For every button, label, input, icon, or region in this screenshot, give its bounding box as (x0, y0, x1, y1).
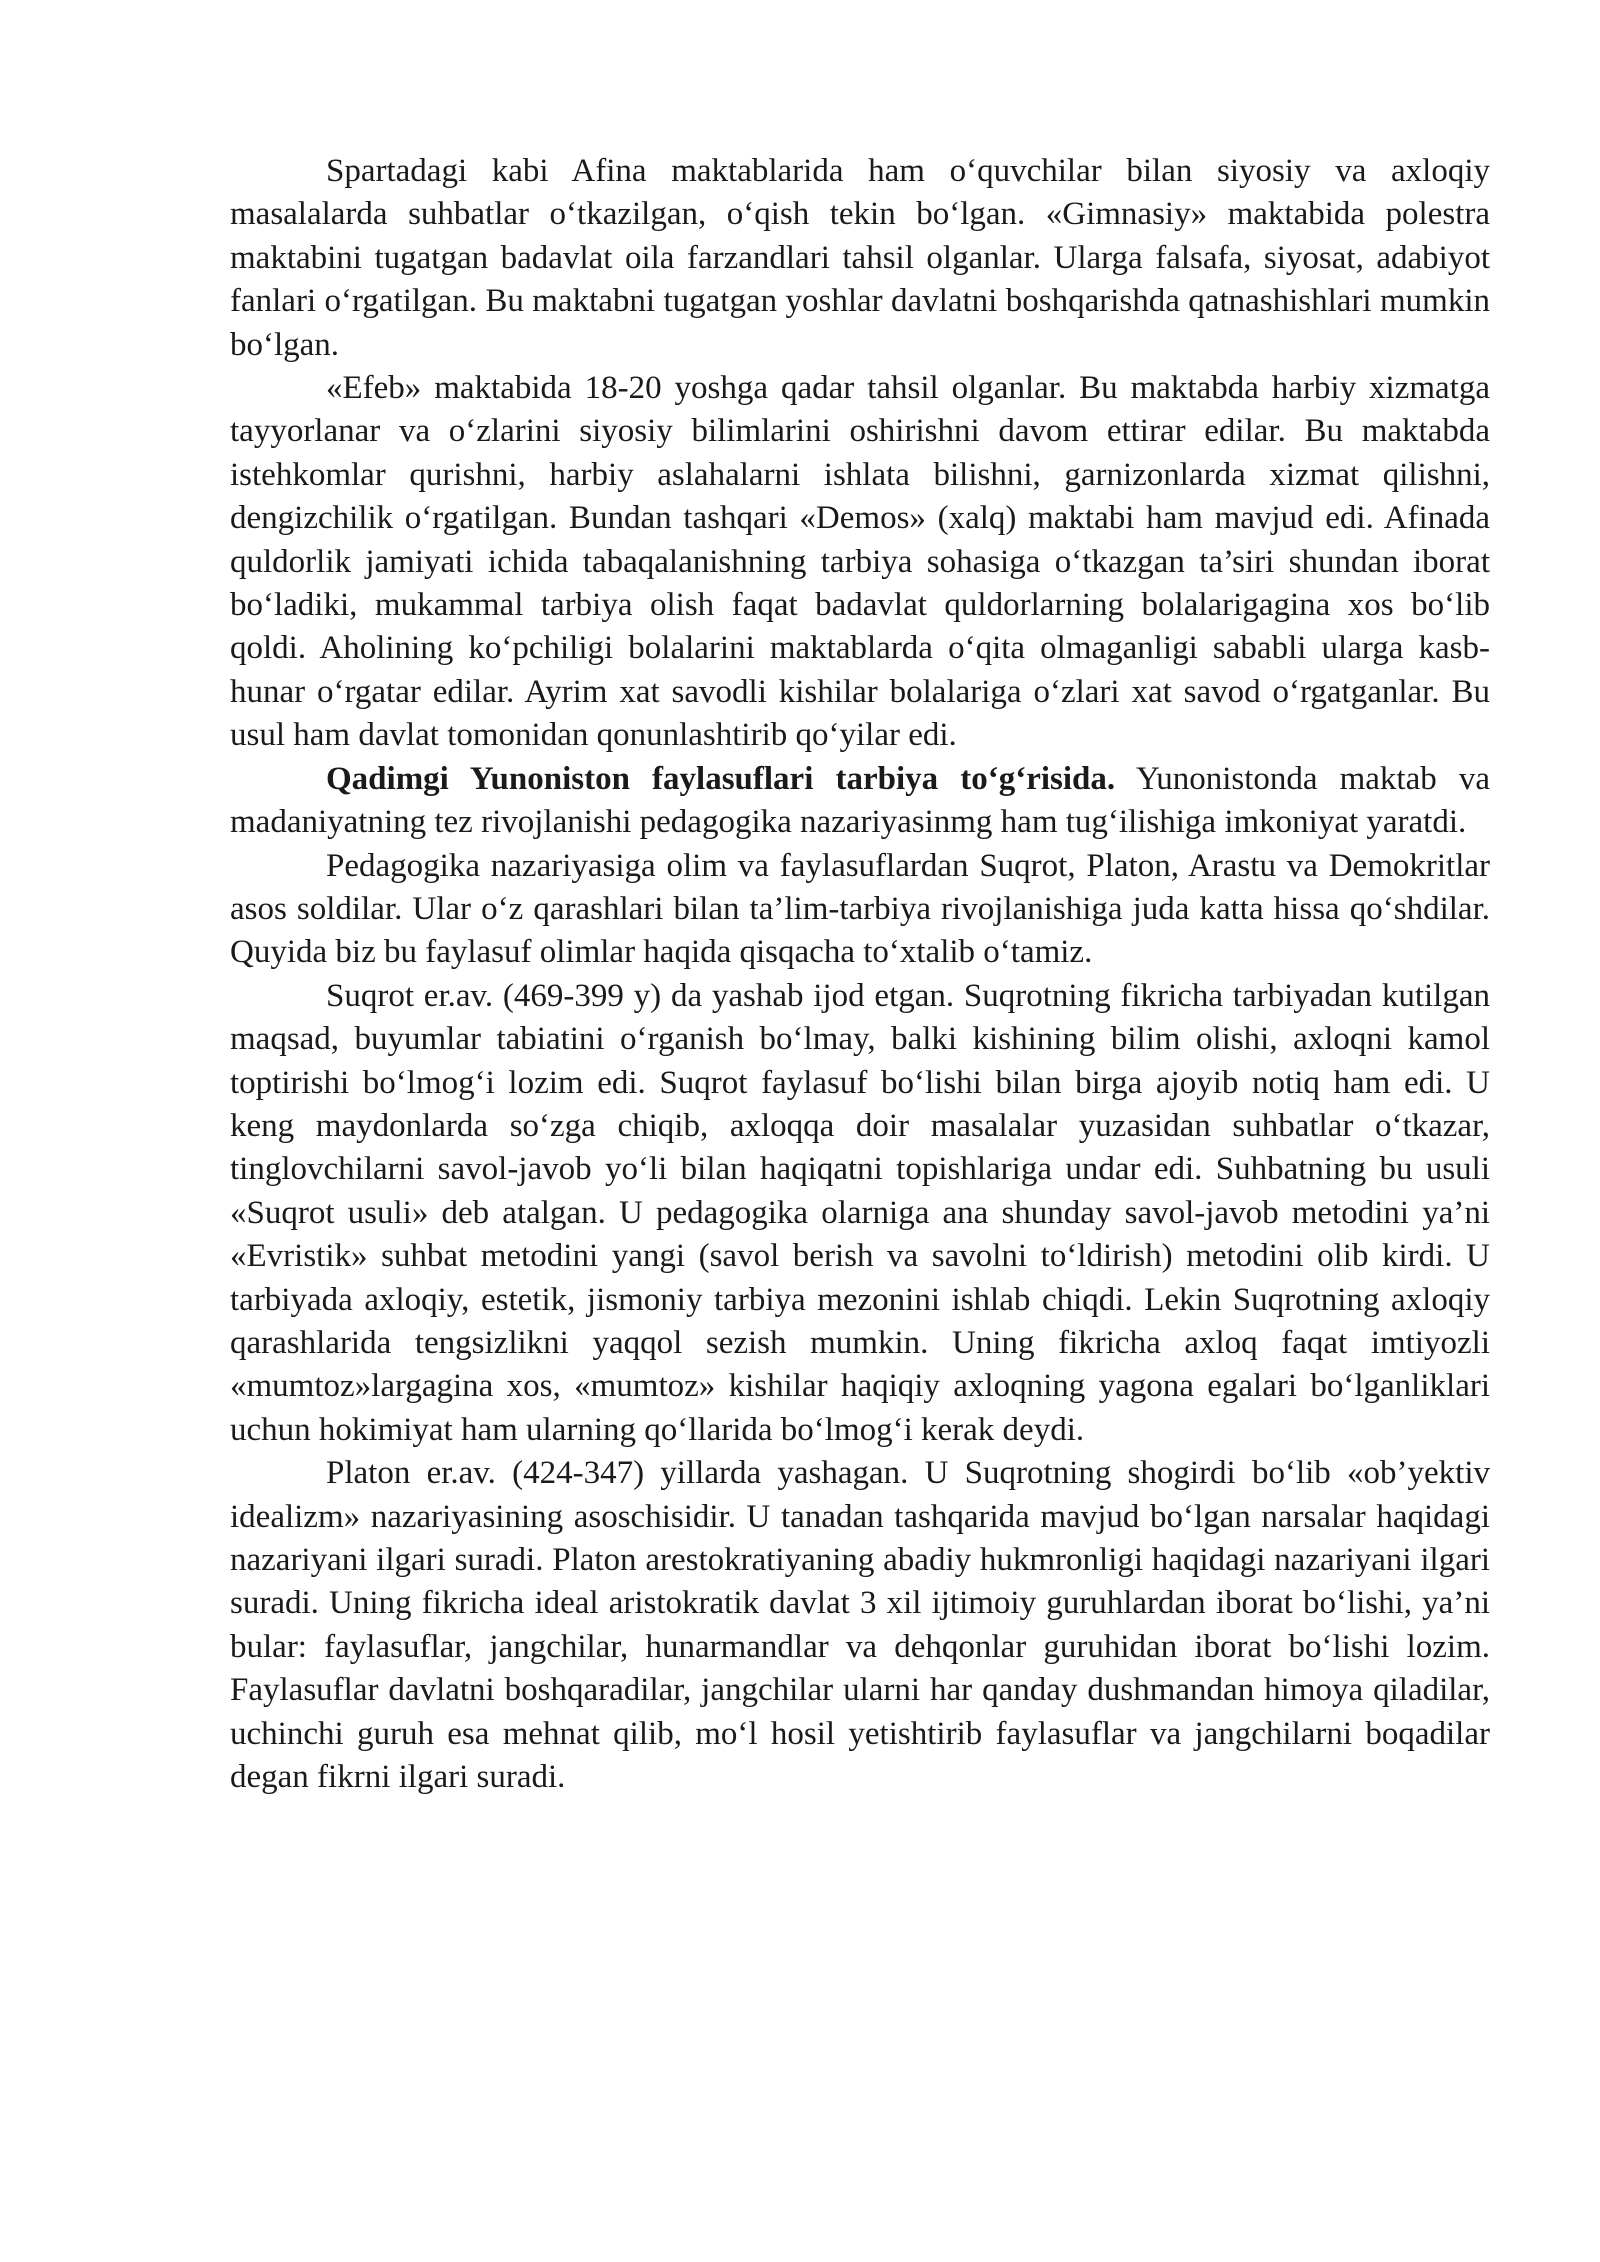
paragraph-greek-philosophers (230, 758, 1490, 845)
paragraph-suqrot: Suqrot er.av. (469-399 y) da yashab ijod etgan. Suqrotning fikricha tarbiyadan kutilgan maqsad, buyumlar tabiatini o‘rganish bo‘lmay, balki kishining bilim olishi, axloqni kamol toptirishi bo‘lmog‘i lozim edi. Suqrot faylasuf bo‘lishi bilan birga ajoyib notiq ham edi. U keng maydonlarda so‘zga chiqib, axloqqa doir masalalar yuzasidan suhbatlar o‘tkazar, tinglovchilarni savol-javob yo‘li bilan haqiqatni topishlariga undar edi. Suhbatning bu usuli «Suqrot usuli» deb atalgan. U pedagogika olarniga ana shunday savol-javob metodini ya’ni «Evristik» suhbat metodini yangi (savol berish va savolni to‘ldirish) metodini olib kirdi. U tarbiyada axloqiy, estetik, jismoniy tarbiya mezonini ishlab chiqdi. Lekin Suqrotning axloqiy qarashlarida tengsizlikni yaqqol sezish mumkin. Uning fikricha axloq faqat imtiyozli «mumtoz»largagina xos, «mumtoz» kishilar haqiqiy axloqning yagona egalari bo‘lganliklari uchun hokimiyat ham ularning qo‘llarida bo‘lmog‘i kerak deydi. (230, 977, 1490, 1448)
paragraph-afina-schools: Spartadagi kabi Afina maktablarida ham o‘quvchilar bilan siyosiy va axloqiy masalalarda suhbatlar o‘tkazilgan, o‘qish tekin bo‘lgan. «Gimnasiy» maktabida polestra maktabini tugatgan badavlat oila farzandlari tahsil olganlar. Ularga falsafa, siyosat, adabiyot fanlari o‘rgatilgan. Bu maktabni tugatgan yoshlar davlatni boshqarishda qatnashishlari mumkin bo‘lgan. (230, 153, 1490, 363)
paragraph-pedagogy-founders: Pedagogika nazariyasiga olim va faylasuflardan Suqrot, Platon, Arastu va Demokritlar asos soldilar. Ular o‘z qarashlari bilan ta’lim-tarbiya rivojlanishiga juda katta hissa qo‘shdilar. Quyida biz bu faylasuf olimlar haqida qisqacha to‘xtalib o‘tamiz. (230, 847, 1490, 971)
document-page (230, 150, 1490, 1799)
paragraph-efeb-school: «Efeb» maktabida 18-20 yoshga qadar tahsil olganlar. Bu maktabda harbiy xizmatga tayyorlanar va o‘zlarini siyosiy bilimlarini oshirishni davom ettirar edilar. Bu maktabda istehkomlar qurishni, harbiy aslahalarni ishlata bilishni, garnizonlarda xizmat qilishni, dengizchilik o‘rgatilgan. Bundan tashqari «Demos» (xalq) maktabi ham mavjud edi. Afinada quldorlik jamiyati ichida tabaqalanishning tarbiya sohasiga o‘tkazgan ta’siri shundan iborat bo‘ladiki, mukammal tarbiya olish faqat badavlat quldorlarning bolalarigagina xos bo‘lib qoldi. Aholining ko‘pchiligi bolalarini maktablarda o‘qita olmaganligi sababli ularga kasb-hunar o‘rgatar edilar. Ayrim xat savodli kishilar bolalariga o‘zlari xat savod o‘rgatganlar. Bu usul ham davlat tomonidan qonunlashtirib qo‘yilar edi. (230, 370, 1490, 754)
paragraph-platon: Platon er.av. (424-347) yillarda yashagan. U Suqrotning shogirdi bo‘lib «ob’yektiv idealizm» nazariyasining asoschisidir. U tanadan tashqarida mavjud bo‘lgan narsalar haqidagi nazariyani ilgari suradi. Platon arestokratiyaning abadiy hukmronligi haqidagi nazariyani ilgari suradi. Uning fikricha ideal aristokratik davlat 3 xil ijtimoiy guruhlardan iborat bo‘lishi, ya’ni bular: faylasuflar, jangchilar, hunarmandlar va dehqonlar guruhidan iborat bo‘lishi lozim. Faylasuflar davlatni boshqaradilar, jangchilar ularni har qanday dushmandan himoya qiladilar, uchinchi guruh esa mehnat qilib, mo‘l hosil yetishtirib faylasuflar va jangchilarni boqadilar degan fikrni ilgari suradi. (230, 1455, 1490, 1796)
section-heading: Qadimgi Yunoniston faylasuflari tarbiya to‘g‘risida. (326, 760, 1116, 797)
paragraph-text: Yunonistonda maktab va madaniyatning tez rivojlanishi pedagogika nazariyasinmg ham tug‘ilishiga imkoniyat yaratdi. (230, 760, 1491, 841)
